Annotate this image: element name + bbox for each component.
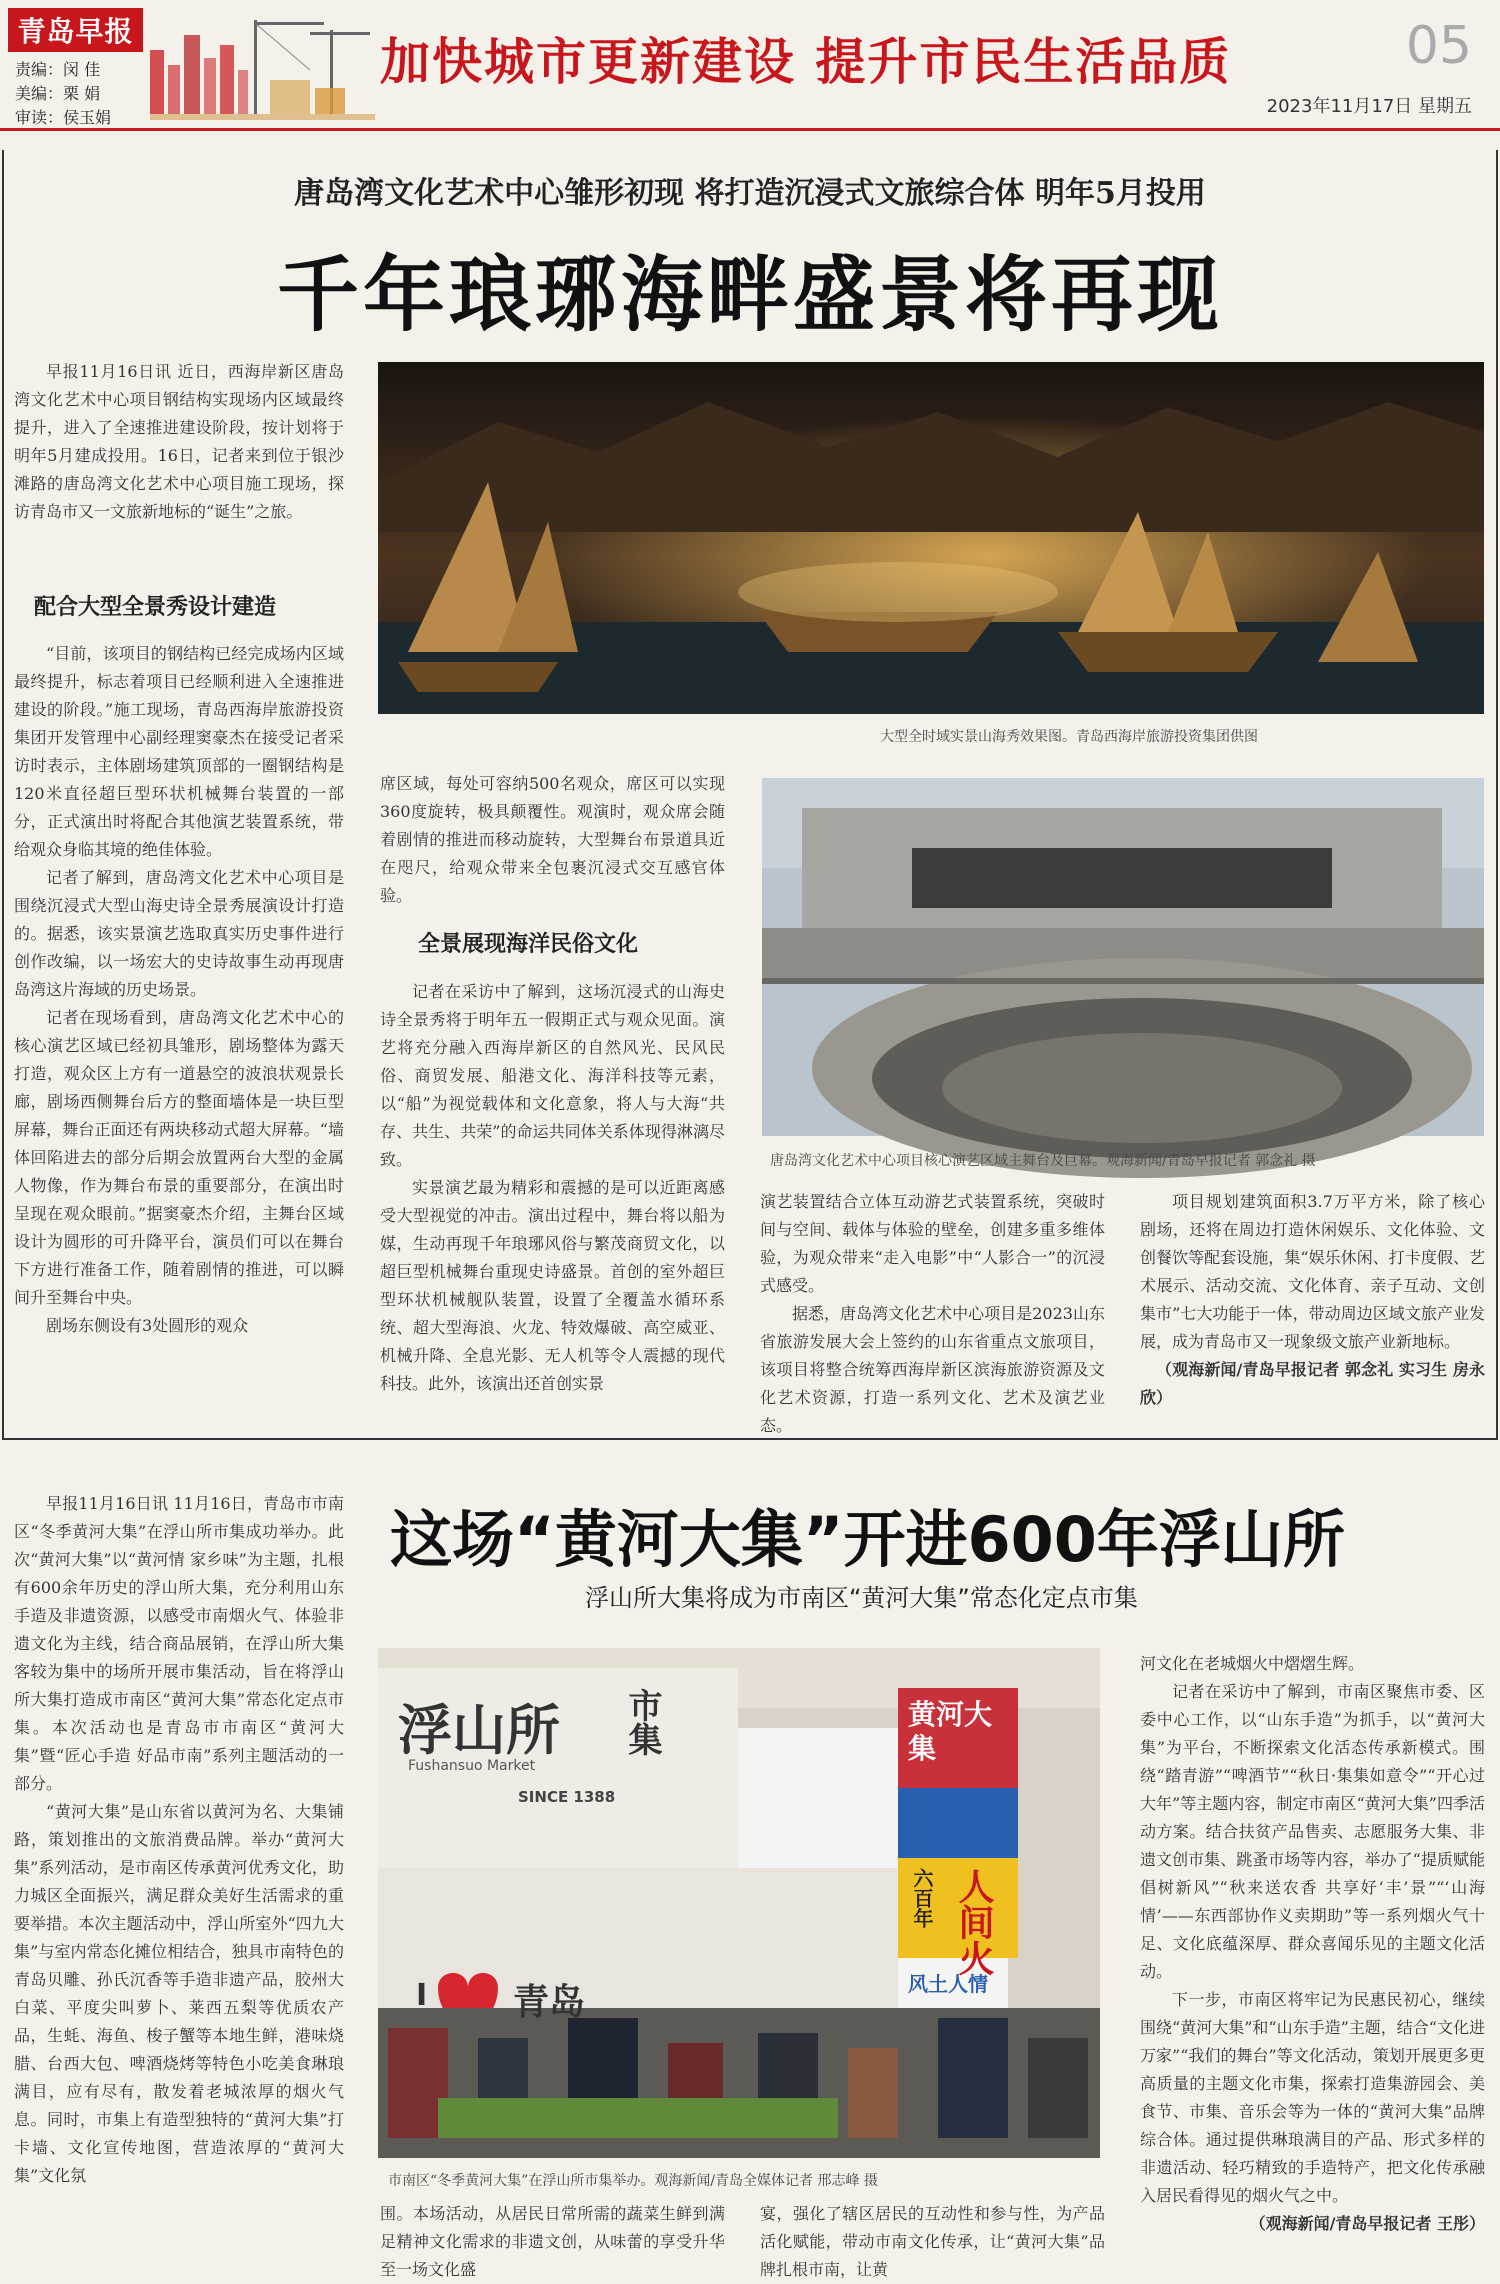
lead-paragraph: 早报11月16日讯 11月16日，青岛市市南区“冬季黄河大集”在浮山所市集成功举办。此次“黄河大集”以“黄河情 家乡味”为主题，扎根有600余年历史的浮山所大集，充分利用山东手造及非遗资源，以感受市南烟火气、体验非遗文化为主线，结合商品展销，在浮山所大集客较为集中的场所开展市集活动，旨在将浮山所大集打造成市南区“黄河大集”常态化定点市集。本次活动也是青岛市市南区“黄河大集”暨“匠心手造 好品市南”系列主题活动的一部分。	[14, 1494, 344, 1793]
love-sign-i: I	[416, 1978, 428, 2013]
sign-renjian: 人间火	[953, 1868, 994, 1976]
photo-caption: 市南区“冬季黄河大集”在浮山所市集举办。观海新闻/青岛全媒体记者 邢志峰 摄	[388, 2173, 878, 2189]
lead-paragraph: 早报11月16日讯 近日，西海岸新区唐岛湾文化艺术中心项目钢结构实现场内区域最终提升，进入了全速推进建设阶段，按计划将于明年5月建成投用。16日，记者来到位于银沙滩路的唐岛湾文化艺术中心项目施工现场，探访青岛市又一文旅新地标的“诞生”之旅。	[14, 362, 344, 521]
sign-fengtu: 风土人情	[908, 1972, 988, 1996]
section-heading: 配合大型全景秀设计建造	[34, 595, 277, 620]
paragraph: 记者了解到，唐岛湾文化艺术中心项目是围绕沉浸式大型山海史诗全景秀展演设计打造的。据悉，该实景演艺选取真实历史事件进行创作改编，以一场宏大的史诗故事生动再现唐岛湾这片海域的历史场景。	[14, 868, 344, 999]
paragraph: 席区域，每处可容纳500名观众，席区可以实现360度旋转，极具颠覆性。观演时，观众席会随着剧情的推进而移动旋转，大型舞台布景道具近在咫尺，给观众带来全包裹沉浸式交互感官体验。	[380, 774, 725, 905]
paragraph: 据悉，唐岛湾文化艺术中心项目是2023山东省旅游发展大会上签约的山东省重点文旅项目，该项目将整合统筹西海岸新区滨海旅游资源及文化艺术资源，打造一系列文化、艺术及演艺业态。	[760, 1304, 1105, 1435]
paragraph: “黄河大集”是山东省以黄河为名、大集铺路，策划推出的文旅消费品牌。举办“黄河大集”系列活动，是市南区传承黄河优秀文化，助力城区全面振兴，满足群众美好生活需求的重要举措。本次主题活动中，浮山所室外“四九大集”与室内常态化摊位相结合，独具市南特色的青岛贝雕、孙氏沉香等手造非遗产品，胶州大白菜、平度尖叫萝卜、莱西五梨等优质农产品，生蚝、海鱼、梭子蟹等本地生鲜，港味烧腊、台西大包、啤酒烧烤等特色小吃美食琳琅满目，应有尽有，散发着老城浓厚的烟火气息。同时，市集上有造型独特的“黄河大集”打卡墙、文化宣传地图，营造浓厚的“黄河大集”文化氛	[14, 1802, 344, 2185]
paragraph: 河文化在老城烟火中熠熠生辉。	[1140, 1654, 1365, 1673]
article-column	[760, 2200, 1105, 2284]
article-column	[380, 770, 725, 910]
editor-line: 美编：栗 娟	[15, 84, 101, 103]
market-tag: 市集	[622, 1688, 662, 1756]
paragraph: 记者在采访中了解到，这场沉浸式的山海史诗全景秀将于明年五一假期正式与观众见面。演艺将充分融入西海岸新区的自然风光、民风民俗、商贸发展、船港文化、海洋科技等元素，以“船”为视觉载体和文化意象，将人与大海“共存、共生、共荣”的命运共同体关系体现得淋漓尽致。	[380, 982, 725, 1169]
skyline-illustration	[150, 10, 375, 120]
page-number: 05	[1405, 16, 1472, 76]
editor-line: 责编：闵 佳	[15, 60, 101, 79]
love-sign-city: 青岛	[513, 1982, 586, 2023]
paragraph: 演艺装置结合立体互动游艺式装置系统，突破时间与空间、载体与体验的壁垒，创建多重多维体验，为观众带来“走入电影”中“人影合一”的沉浸式感受。	[760, 1192, 1105, 1295]
article-column	[380, 2200, 725, 2284]
article-column	[14, 640, 344, 1340]
paragraph: 剧场东侧设有3处圆形的观众	[46, 1316, 249, 1335]
byline: （观海新闻/青岛早报记者 王彤）	[1249, 2214, 1485, 2233]
paragraph: 实景演艺最为精彩和震撼的是可以近距离感受大型视觉的冲击。演出过程中，舞台将以船为媒，生动再现千年琅琊风俗与繁茂商贸文化，以超巨型机械舞台重现史诗盛景。首创的室外超巨型环状机械舰队装置，设置了全覆盖水循环系统、超大型海浪、火龙、特效爆破、高空威亚、机械升降、全息光影、无人机等令人震撼的现代科技。此外，该演出还首创实景	[380, 1178, 725, 1393]
newspaper-logo: 青岛早报	[8, 8, 143, 52]
photo-caption: 大型全时域实景山海秀效果图。青岛西海岸旅游投资集团供图	[880, 729, 1258, 745]
paragraph: 围。本场活动，从居民日常所需的蔬菜生鲜到满足精神文化需求的非遗文创，从味蕾的享受升华至一场文化盛	[380, 2204, 725, 2279]
market-photo	[378, 1648, 1100, 2158]
paragraph: 记者在现场看到，唐岛湾文化艺术中心的核心演艺区域已经初具雏形，剧场整体为露天打造，观众区上方有一道悬空的波浪状观景长廊，剧场西侧舞台后方的整面墙体是一块巨型屏幕，舞台正面还有两块移动式超大屏幕。“墙体回陷进去的部分后期会放置两台大型的金属人物像，作为舞台布景的重要部分，在演出时呈现在观众眼前。”据窦豪杰介绍，主舞台区域设计为圆形的可升降平台，演员们可以在舞台下方进行准备工作，随着剧情的推进，可以瞬间升至舞台中央。	[14, 1008, 344, 1307]
market-sign: 浮山所	[398, 1698, 560, 1762]
sign-600-years: 六百年	[910, 1868, 934, 1928]
construction-photo	[762, 778, 1484, 1136]
section-heading: 全景展现海洋民俗文化	[418, 932, 639, 957]
rendering-photo	[378, 362, 1484, 714]
paragraph: 记者在采访中了解到，市南区聚焦市委、区委中心工作，以“山东手造”为抓手，以“黄河大集”为平台，不断探索文化活态传承新模式。围绕“踏青游”“啤酒节”“秋日·集集如意令”“开心过大年”等主题内容，制定市南区“黄河大集”四季活动方案。结合扶贫产品售卖、志愿服务大集、非遗文创市集、跳蚤市场等内容，举办了“提质赋能 倡树新风”“秋来送农香 共享好‘丰’景”“‘山海情’——东西部协作义卖期助”等一系列烟火气十足、文化底蕴深厚、群众喜闻乐见的主题文化活动。	[1140, 1682, 1485, 1981]
article-column	[1140, 1188, 1485, 1412]
article-title: 这场“黄河大集”开进600年浮山所	[390, 1503, 1345, 1576]
paragraph: 项目规划建筑面积3.7万平方米，除了核心剧场，还将在周边打造休闲娱乐、文化体验、文创餐饮等配套设施，集“娱乐休闲、打卡度假、艺术展示、活动交流、文化体育、亲子互动、文创集市”七大功能于一体，带动周边区域文旅产业发展，成为青岛市又一现象级文旅产业新地标。	[1140, 1192, 1485, 1351]
article-column	[380, 978, 725, 1398]
yellow-river-sign: 黄河大集	[908, 1698, 993, 1765]
article-column	[14, 358, 344, 526]
byline: （观海新闻/青岛早报记者 郭念礼 实习生 房永欣）	[1140, 1360, 1485, 1407]
article-title: 千年琅琊海畔盛景将再现	[276, 248, 1223, 343]
paragraph: 宴，强化了辖区居民的互动性和参与性，为产品活化赋能，带动市南文化传承，让“黄河大集”品牌扎根市南，让黄	[760, 2204, 1105, 2279]
photo-caption: 唐岛湾文化艺术中心项目核心演艺区域主舞台及巨幕。观海新闻/青岛早报记者 郭念礼 摄	[770, 1153, 1316, 1169]
market-since: SINCE 1388	[518, 1788, 616, 1806]
article-kicker: 唐岛湾文化艺术中心雏形初现 将打造沉浸式文旅综合体 明年5月投用	[294, 176, 1206, 211]
ship-scene-image	[378, 362, 1484, 714]
paragraph: 下一步，市南区将牢记为民惠民初心，继续围绕“黄河大集”和“山东手造”主题，结合“文化进万家”“我们的舞台”等文化活动，策划开展更多更高质量的主题文化市集，探索打造集游园会、美食节、市集、音乐会等为一体的“黄河大集”品牌综合体。通过提供琳琅满目的产品、形式多样的非遗活动、轻巧精致的手造特产，把文化传承融入居民看得见的烟火气之中。	[1140, 1990, 1485, 2205]
masthead-rule	[0, 128, 1500, 131]
article-column	[760, 1188, 1105, 1440]
article-column	[14, 1490, 344, 2190]
article-subtitle: 浮山所大集将成为市南区“黄河大集”常态化定点市集	[585, 1584, 1138, 1612]
article-column	[1140, 1650, 1485, 2238]
page-headline: 加快城市更新建设 提升市民生活品质	[380, 33, 1232, 91]
paragraph: “目前，该项目的钢结构已经完成场内区域最终提升，标志着项目已经顺利进入全速推进建设的阶段。”施工现场，青岛西海岸旅游投资集团开发管理中心副经理窦豪杰在接受记者采访时表示，主体剧场建筑顶部的一圈钢结构是120米直径超巨型环状机械舞台装置的一部分，正式演出时将配合其他演艺装置系统，带给观众身临其境的绝佳体验。	[14, 644, 344, 859]
editor-line: 审读：侯玉娟	[15, 108, 112, 127]
editor-credits	[15, 58, 111, 130]
market-sign-english: Fushansuo Market	[408, 1758, 536, 1774]
theater-construction-image	[762, 778, 1484, 1136]
issue-date: 2023年11月17日 星期五	[1266, 96, 1472, 117]
